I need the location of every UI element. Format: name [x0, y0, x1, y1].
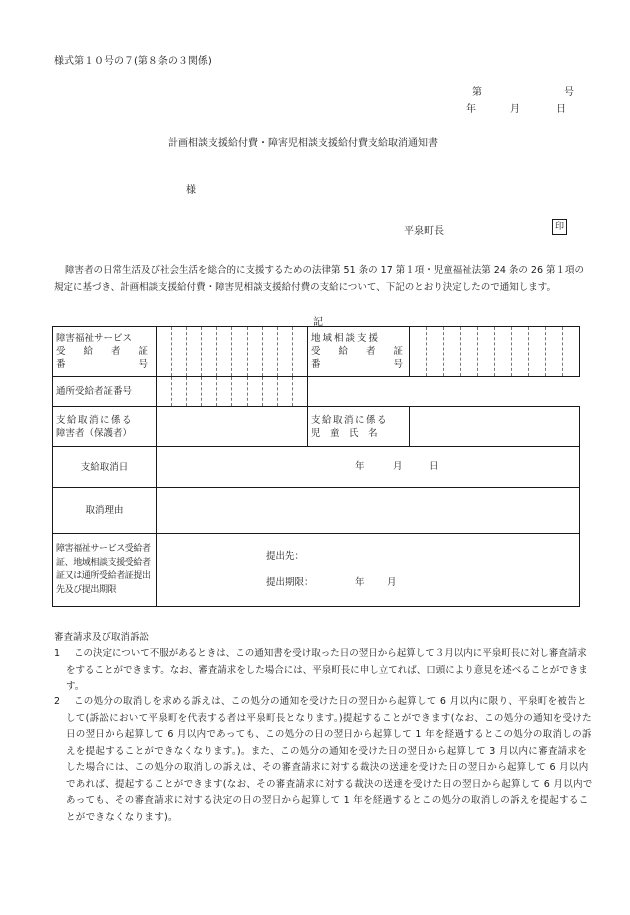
welfare-cert-label — [53, 327, 157, 377]
submit-year: 年 — [355, 577, 365, 588]
target-person-label-line2: 障害者（保護者） — [56, 427, 133, 439]
cancel-date-month: 月 — [393, 461, 403, 472]
target-person-value[interactable] — [157, 407, 308, 447]
char: 給 — [338, 346, 348, 357]
child-name-label — [308, 407, 410, 447]
char: 者 — [110, 346, 121, 357]
welfare-cert-number-boxes[interactable] — [157, 327, 308, 377]
char: 号 — [393, 359, 403, 370]
submit-month: 月 — [387, 577, 397, 588]
cancel-date-day: 日 — [429, 461, 439, 472]
welfare-cert-label-line2 — [56, 345, 148, 358]
seal-mark: 印 — [552, 219, 567, 235]
clinic-cert-label: 通所受給者証番号 — [53, 377, 157, 407]
row-cancel-reason — [53, 488, 580, 534]
submit-to-label: 提出先： — [266, 551, 305, 562]
cancel-reason-value[interactable] — [157, 488, 580, 534]
row-cancel-date — [53, 447, 580, 488]
remedy-item-1-number: 1 — [54, 648, 61, 659]
row-clinic-cert — [53, 377, 580, 407]
char: 給 — [83, 346, 93, 357]
remedy-item-1-text: この決定について不服があるときは、この通知書を受け取った日の翌日から起算して３月以内に平泉町長に対し審査請求をすることができます。なお、審査請求をした場合には、平泉町長に申し立てれば、口頭により意見を述べることができます。 — [66, 648, 588, 692]
submission-label: 障害福祉サービス受給者証、地域相談支援受給者証又は通所受給者証提出先及び提出期限 — [53, 534, 157, 607]
clinic-cert-number-boxes[interactable] — [157, 377, 308, 407]
date-month: 月 — [510, 104, 520, 115]
remedy-item-2-number: 2 — [54, 696, 61, 707]
submission-value[interactable] — [157, 534, 580, 607]
char: 受 — [311, 346, 321, 357]
char: 号 — [138, 359, 148, 370]
cancel-date-value[interactable] — [157, 447, 580, 488]
regional-cert-label-line3 — [311, 358, 403, 371]
char: 番 — [311, 359, 321, 370]
document-date — [466, 100, 574, 114]
document-title: 計画相談支援給付費・障害児相談支援給付費支給取消通知書 — [168, 138, 438, 149]
welfare-cert-label-line1: 障害福祉サービス — [56, 333, 133, 344]
ki-heading: 記 — [313, 317, 323, 328]
regional-cert-number-boxes[interactable] — [410, 327, 580, 377]
document-number — [472, 83, 574, 97]
detail-table — [52, 326, 580, 607]
number-suffix: 号 — [564, 87, 574, 98]
remedy-item-1 — [54, 646, 594, 696]
row-submission — [53, 534, 580, 607]
row-cert-numbers — [53, 327, 580, 377]
body-text: 障害者の日常生活及び社会生活を総合的に支援するための法律第 51 条の 17 第１項・児童福祉法第 24 条の 26 第１項の規定に基づき、計画相談支援給付費・障害児相談支援給付費の支給について、下記のとおり決定したので通知します。 — [54, 265, 585, 293]
form-number: 様式第１０号の７(第８条の３関係) — [54, 56, 212, 67]
cancel-reason-label: 取消理由 — [53, 488, 157, 534]
regional-cert-label-line2 — [311, 345, 403, 358]
child-name-value[interactable] — [410, 407, 580, 447]
char: 番 — [56, 359, 66, 370]
child-name-label-line1: 支給取消に係る — [311, 414, 389, 426]
remedy-heading: 審査請求及び取消訴訟 — [54, 632, 150, 643]
target-person-label — [53, 407, 157, 447]
regional-cert-label — [308, 327, 410, 377]
addressee-suffix: 様 — [186, 185, 196, 196]
char: 者 — [365, 346, 376, 357]
blank-area — [308, 377, 580, 407]
submit-deadline-label: 提出期限： — [266, 577, 314, 588]
char: 証 — [393, 346, 403, 357]
number-prefix: 第 — [472, 87, 482, 98]
cancel-date-year: 年 — [355, 461, 365, 472]
char: 受 — [56, 346, 66, 357]
child-name-label-line2: 児 童 氏 名 — [311, 427, 378, 439]
target-person-label-line1: 支給取消に係る — [56, 414, 134, 426]
remedy-item-2 — [54, 694, 594, 826]
char: 証 — [138, 346, 148, 357]
remedy-item-2-text: この処分の取消しを求める訴えは、この処分の通知を受けた日の翌日から起算して 6 月以内に限り、平泉町を被告として(訴訟において平泉町を代表する者は平泉町長となります。)提起することができます(なお、この処分の通知を受けた日の翌日から起算して 6 月以内であっても、この処分の日の翌日から起算して 1 年を経過するとこの処分の取消しの訴えを提起することができなくなります。)。また、この処分の通知を受けた日の翌日から起算して 3 月以内に審査請求をした場合には、この処分の取消しの訴えは、その審査請求に対する裁決の送達を受けた日の翌日から起算して 6 月以内であれば、提起することができます(なお、その審査請求に対する裁決の送達を受けた日の翌日から起算して 6 月以内であっても、その審査請求に対する決定の日の翌日から起算して 1 年を経過するとこの処分の取消しの訴えを提起することができなくなります)。 — [66, 696, 593, 823]
row-target-person — [53, 407, 580, 447]
regional-cert-label-line1: 地域相談支援 — [311, 333, 381, 344]
welfare-cert-label-line3 — [56, 358, 148, 371]
issuer-name: 平泉町長 — [404, 226, 444, 237]
cancel-date-label: 支給取消日 — [53, 447, 157, 488]
date-year: 年 — [466, 104, 476, 115]
date-day: 日 — [556, 104, 566, 115]
